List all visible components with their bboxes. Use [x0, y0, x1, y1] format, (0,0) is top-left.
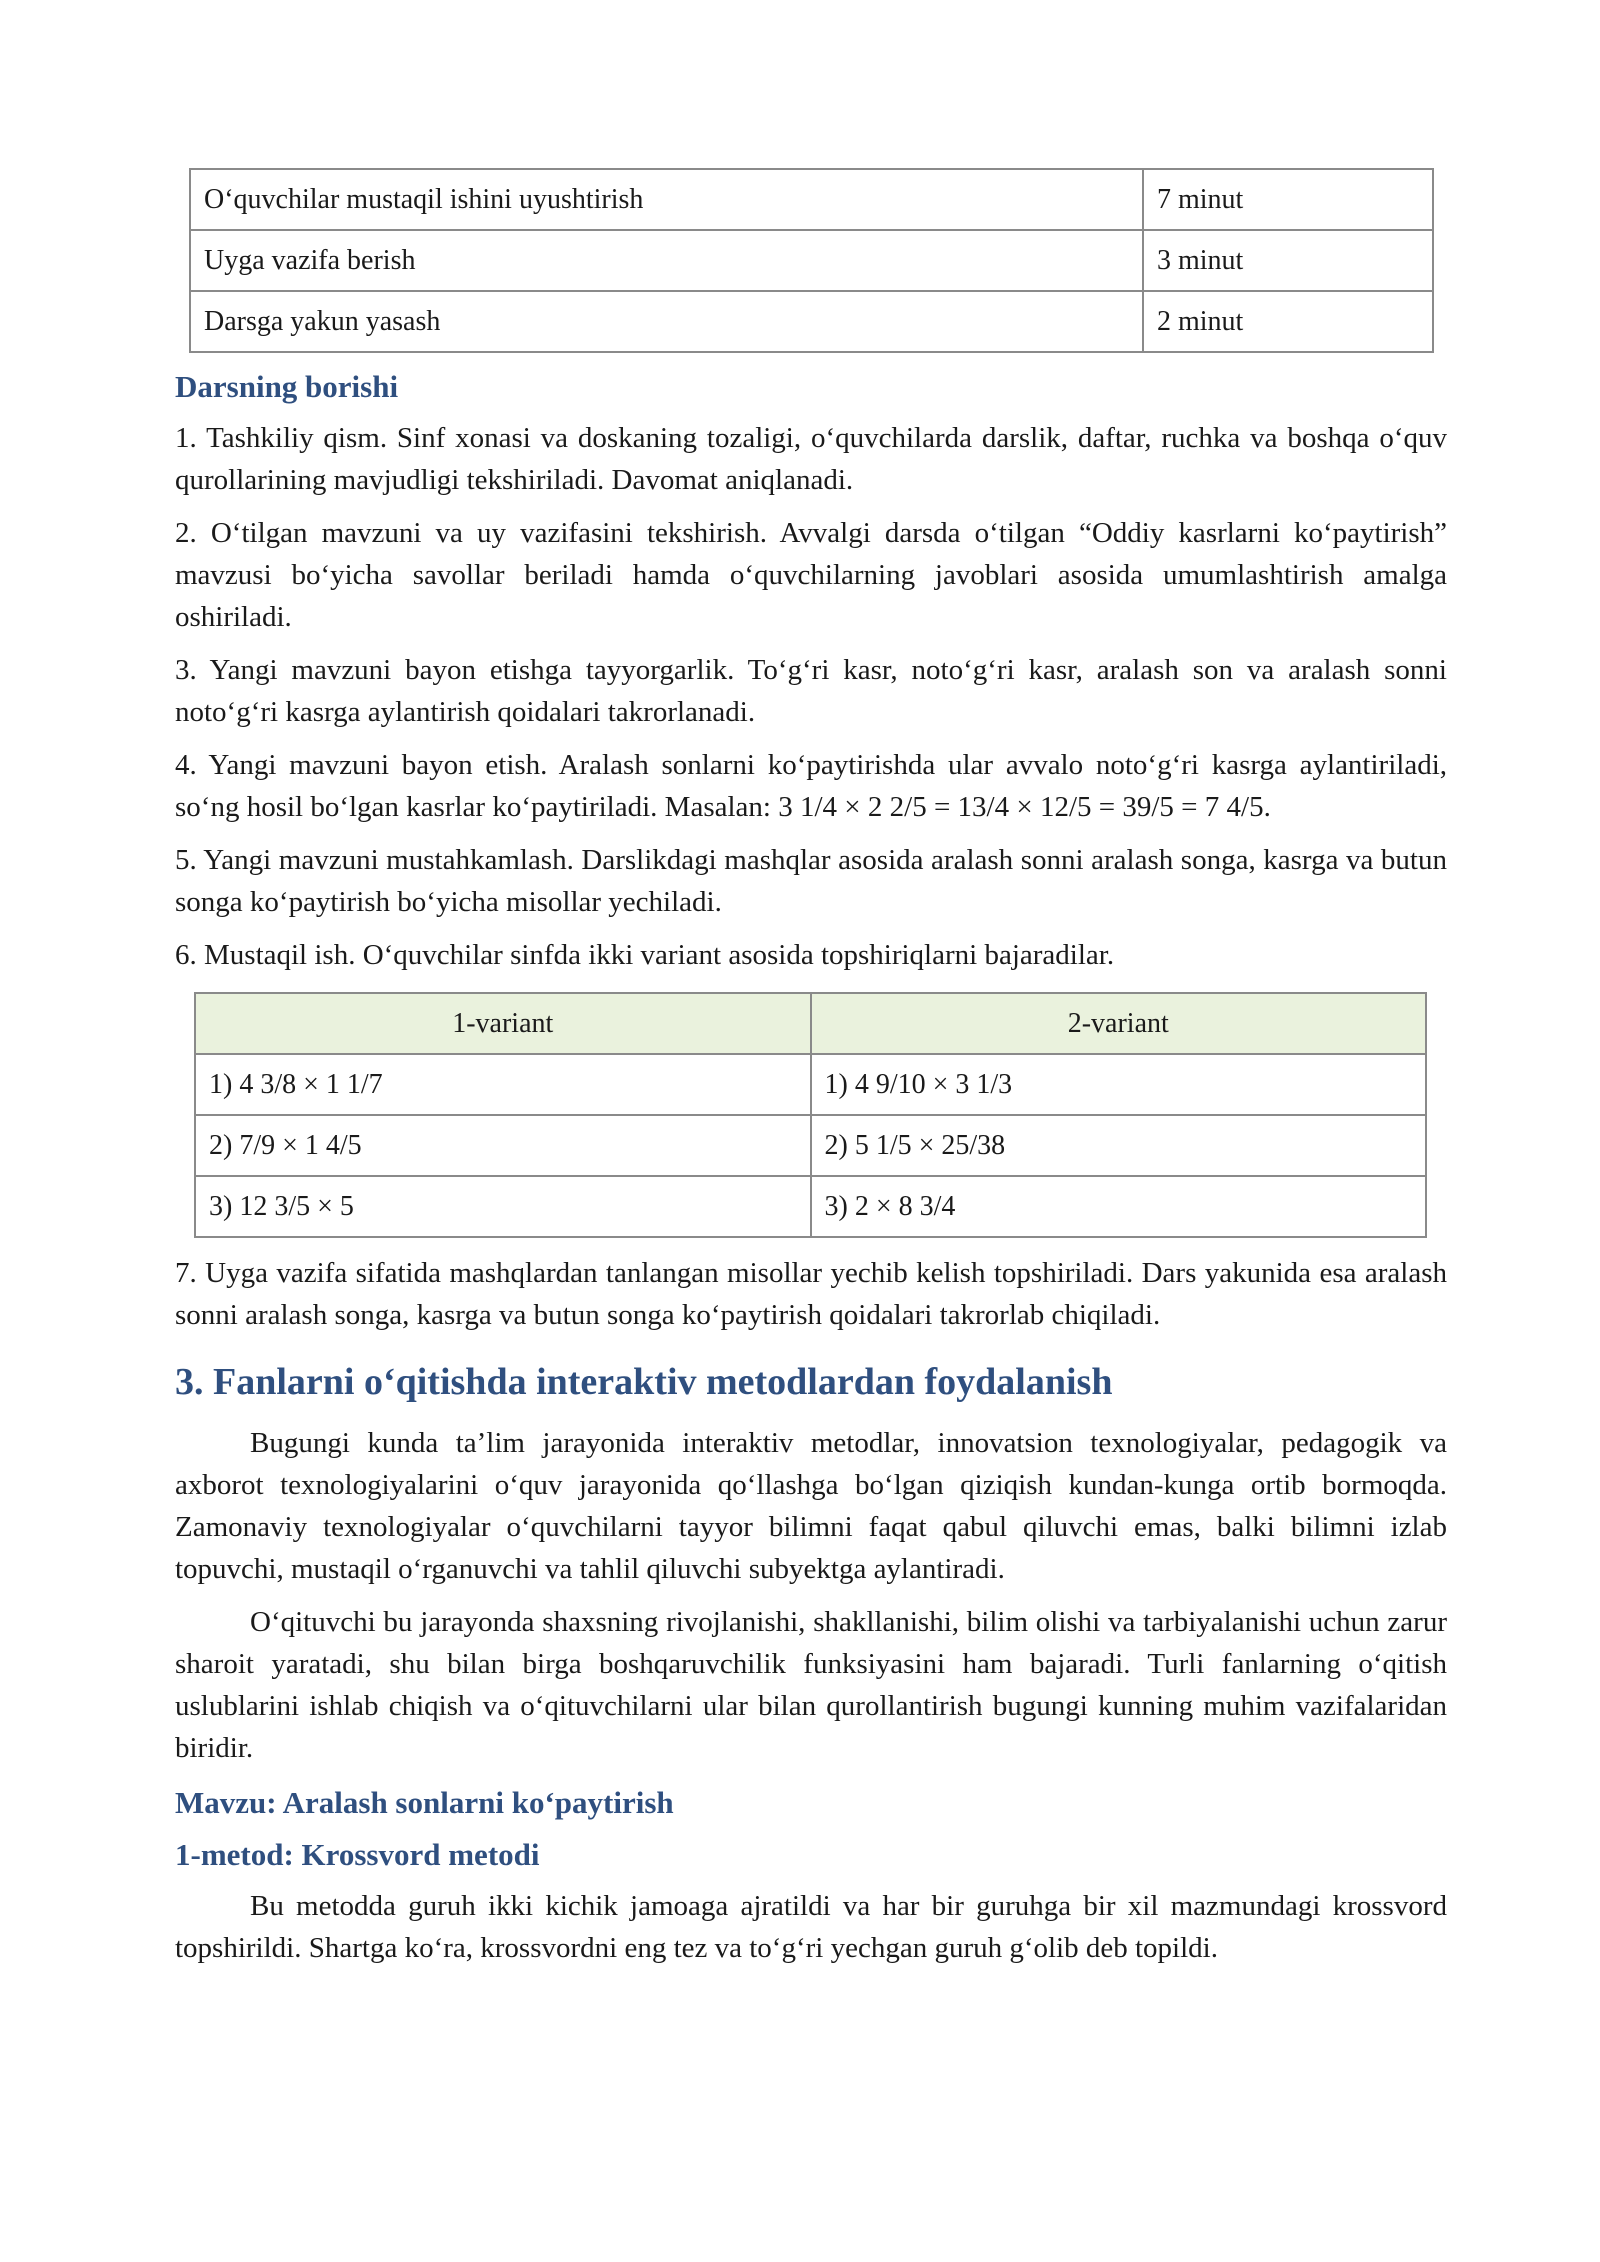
method-heading: 1-metod: Krossvord metodi — [175, 1837, 540, 1872]
table-header-row — [195, 993, 1426, 1054]
time-cell: 7 minut — [1143, 169, 1433, 230]
step-paragraph: 1. Tashkiliy qism. Sinf xonasi va doskaning tozaligi, o‘quvchilarda darslik, daftar, ruchka va boshqa o‘quv qurollarining mavjudligi tekshiriladi. Davomat aniqlanadi. — [175, 422, 1447, 496]
step-paragraph: 3. Yangi mavzuni bayon etishga tayyorgarlik. To‘g‘ri kasr, noto‘g‘ri kasr, aralash son va aralash sonni noto‘g‘ri kasrga aylantirish qoidalari takrorlanadi. — [175, 654, 1447, 728]
step-paragraph: 4. Yangi mavzuni bayon etish. Aralash sonlarni ko‘paytirishda ular avvalo noto‘g‘ri kasrga aylantiriladi, so‘ng hosil bo‘lgan kasrlar ko‘paytiriladi. Masalan: 3 1/4 × 2 2/5 = 13/4 × 12/5 = 39/5 = 7 4/5. — [175, 749, 1447, 823]
variant-header: 1-variant — [195, 993, 811, 1054]
activity-cell: Uyga vazifa berish — [190, 230, 1143, 291]
exercise-cell: 2) 5 1/5 × 25/38 — [811, 1115, 1427, 1176]
body-paragraph: Bu metodda guruh ikki kichik jamoaga ajratildi va har bir guruhga bir xil mazmundagi krossvord topshirildi. Shartga ko‘ra, krossvordni eng tez va to‘g‘ri yechgan guruh g‘olib deb topildi. — [175, 1890, 1447, 1964]
exercise-cell: 3) 2 × 8 3/4 — [811, 1176, 1427, 1237]
schedule-table — [189, 168, 1434, 353]
table-row — [190, 169, 1433, 230]
exercise-cell: 3) 12 3/5 × 5 — [195, 1176, 811, 1237]
step-paragraph: 2. O‘tilgan mavzuni va uy vazifasini tekshirish. Avvalgi darsda o‘tilgan “Oddiy kasrlarni ko‘paytirish” mavzusi bo‘yicha savollar beriladi hamda o‘quvchilarning javoblari asosida umumlashtirish amalga oshiriladi. — [175, 517, 1447, 633]
exercise-cell: 2) 7/9 × 1 4/5 — [195, 1115, 811, 1176]
table-row — [195, 1115, 1426, 1176]
activity-cell: Darsga yakun yasash — [190, 291, 1143, 352]
step-paragraph: 7. Uyga vazifa sifatida mashqlardan tanlangan misollar yechib kelish topshiriladi. Dars yakunida esa aralash sonni aralash songa, kasrga va butun songa ko‘paytirish qoidalari takrorlab chiqiladi. — [175, 1257, 1447, 1331]
table-row — [190, 291, 1433, 352]
step-paragraph: 5. Yangi mavzuni mustahkamlash. Darslikdagi mashqlar asosida aralash sonni aralash songa, kasrga va butun songa ko‘paytirish bo‘yicha misollar yechiladi. — [175, 844, 1447, 918]
table-row — [195, 1054, 1426, 1115]
time-cell: 2 minut — [1143, 291, 1433, 352]
time-cell: 3 minut — [1143, 230, 1433, 291]
lesson-heading: Darsning borishi — [175, 369, 399, 404]
exercise-cell: 1) 4 9/10 × 3 1/3 — [811, 1054, 1427, 1115]
body-paragraph: Bugungi kunda ta’lim jarayonida interaktiv metodlar, innovatsion texnologiyalar, pedagogik va axborot texnologiyalarini o‘quv jarayonida qo‘llashga bo‘lgan qiziqish kundan-kunga ortib bormoqda. Zamonaviy texnologiyalar o‘quvchilarni tayyor bilimni faqat qabul qiluvchi emas, balki bilimni izlab topuvchi, mustaqil o‘rganuvchi va tahlil qiluvchi subyektga aylantiradi. — [175, 1427, 1447, 1585]
document-page — [175, 168, 1447, 1980]
section-title: 3. Fanlarni o‘qitishda interaktiv metodlardan foydalanish — [175, 1361, 1113, 1403]
activity-cell: O‘quvchilar mustaqil ishini uyushtirish — [190, 169, 1143, 230]
table-row — [195, 1176, 1426, 1237]
topic-heading: Mavzu: Aralash sonlarni ko‘paytirish — [175, 1785, 674, 1820]
step-paragraph: 6. Mustaqil ish. O‘quvchilar sinfda ikki variant asosida topshiriqlarni bajaradilar. — [175, 939, 1115, 971]
body-paragraph: O‘qituvchi bu jarayonda shaxsning rivojlanishi, shakllanishi, bilim olishi va tarbiyalanishi uchun zarur sharoit yaratadi, shu bilan birga boshqaruvchilik funksiyasini ham bajaradi. Turli fanlarning o‘qitish uslublarini ishlab chiqish va o‘qituvchilarni ular bilan qurollantirish bugungi kunning muhim vazifalaridan biridir. — [175, 1606, 1447, 1764]
variant-table — [194, 992, 1427, 1238]
table-row — [190, 230, 1433, 291]
variant-header: 2-variant — [811, 993, 1427, 1054]
exercise-cell: 1) 4 3/8 × 1 1/7 — [195, 1054, 811, 1115]
